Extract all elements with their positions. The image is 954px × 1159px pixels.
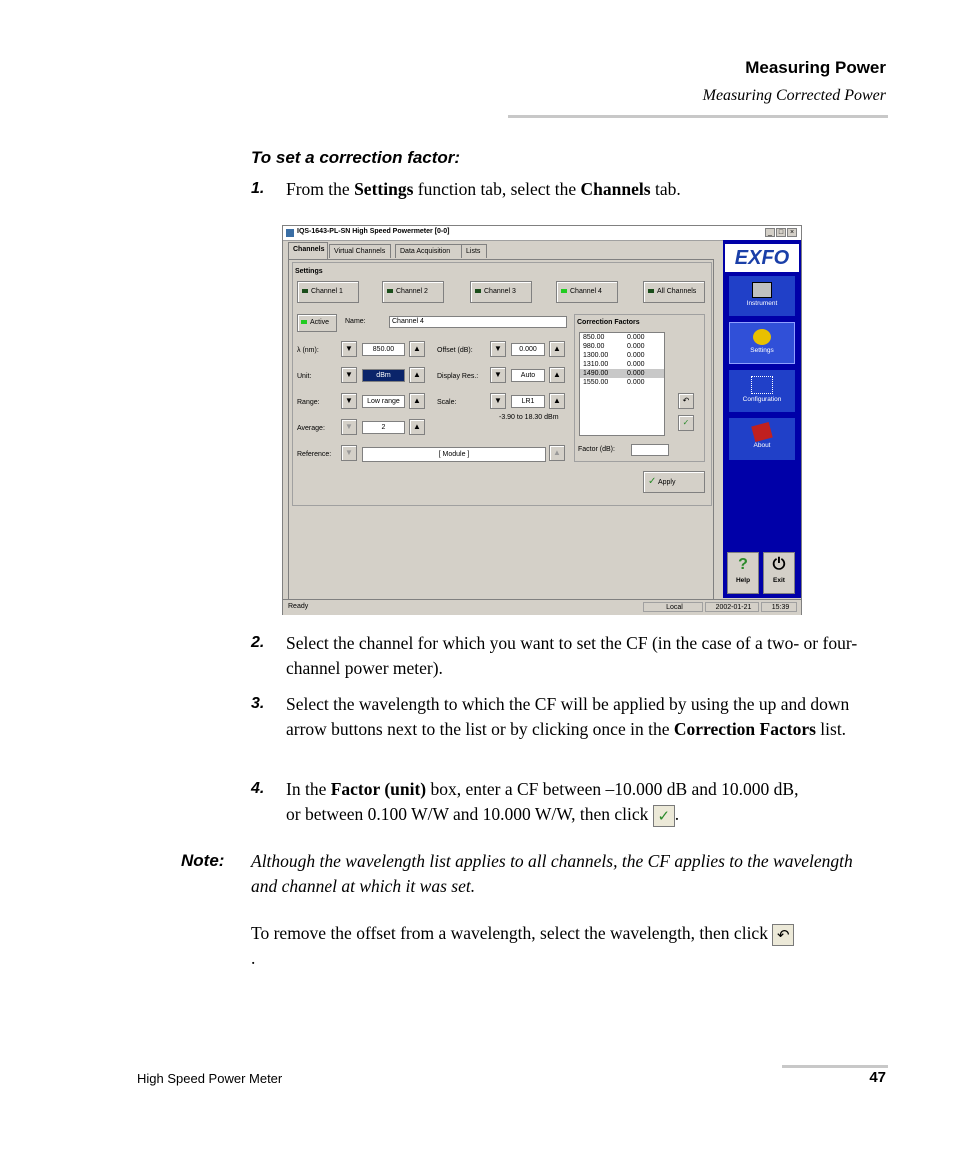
step-text: Select the wavelength to which the CF will be applied by using the up and down arrow buttons next to the list or by clicking once in the Correction Factors list. bbox=[286, 694, 850, 739]
power-icon: ⏻ bbox=[772, 556, 786, 573]
channel-label: Channel 4 bbox=[570, 288, 602, 295]
reference-up-button[interactable]: ▲ bbox=[549, 445, 565, 461]
channel-label: Channel 3 bbox=[484, 288, 516, 295]
channel-label: All Channels bbox=[657, 288, 697, 295]
procedure-title: To set a correction factor: bbox=[251, 148, 461, 167]
about-button[interactable] bbox=[729, 418, 795, 460]
exit-label: Exit bbox=[773, 577, 785, 584]
active-button[interactable] bbox=[297, 314, 337, 332]
app-screenshot bbox=[282, 225, 802, 615]
all-channels-button[interactable] bbox=[643, 281, 705, 303]
apply-label: Apply bbox=[657, 479, 676, 486]
name-label: Name: bbox=[345, 318, 366, 325]
step-text: In the Factor (unit) box, enter a CF between –10.000 dB and 10.000 dB, or between 0.100 W/W and 10.000 W/W, then click ✓ . bbox=[286, 779, 799, 825]
offset-up-button[interactable]: ▲ bbox=[549, 341, 565, 357]
tab-channels[interactable]: Channels bbox=[288, 242, 328, 259]
window-title: IQS-1643-PL-SN High Speed Powermeter [0-0] bbox=[297, 228, 450, 235]
cf-wavelength: 980.00 bbox=[583, 343, 605, 350]
offset-down-button[interactable]: ▼ bbox=[490, 341, 506, 357]
apply-button[interactable] bbox=[643, 471, 705, 493]
cf-rows bbox=[580, 333, 664, 387]
correction-factors-group bbox=[574, 314, 705, 462]
instrument-label: Instrument bbox=[746, 300, 778, 307]
page-number: 47 bbox=[869, 1069, 886, 1086]
close-button[interactable]: × bbox=[787, 228, 797, 237]
cf-row[interactable] bbox=[580, 333, 664, 342]
channel-led-icon bbox=[387, 289, 393, 293]
tab-virtual-channels[interactable]: Virtual Channels bbox=[329, 244, 391, 258]
step-text: From the Settings function tab, select the Channels tab. bbox=[286, 179, 681, 199]
channels-panel bbox=[288, 259, 714, 601]
book-icon bbox=[751, 422, 773, 442]
app-icon bbox=[286, 229, 294, 237]
cf-row[interactable] bbox=[580, 351, 664, 360]
configuration-label: Configuration bbox=[742, 396, 782, 403]
help-label: Help bbox=[735, 577, 751, 584]
cf-wavelength: 1310.00 bbox=[583, 361, 609, 368]
function-sidebar bbox=[723, 240, 801, 598]
remove-offset-text: To remove the offset from a wavelength, select the wavelength, then click ↶. bbox=[251, 921, 796, 971]
cf-value: 0.000 bbox=[627, 343, 645, 350]
channel-4-button[interactable] bbox=[556, 281, 618, 303]
range-field[interactable]: Low range bbox=[362, 395, 405, 408]
cf-value: 0.000 bbox=[627, 379, 645, 386]
footer-title: High Speed Power Meter bbox=[137, 1071, 283, 1086]
average-up-button[interactable]: ▲ bbox=[409, 419, 425, 435]
step-number: 2. bbox=[251, 634, 265, 651]
step-text: Select the channel for which you want to set the CF (in the case of a two- or four-channel power meter). bbox=[286, 633, 858, 678]
tab-data-acquisition[interactable]: Data Acquisition bbox=[395, 244, 463, 258]
status-bar bbox=[283, 599, 801, 615]
gear-icon bbox=[753, 329, 771, 345]
name-input[interactable]: Channel 4 bbox=[389, 316, 567, 328]
configuration-button[interactable] bbox=[729, 370, 795, 412]
header-rule bbox=[508, 115, 888, 118]
about-label: About bbox=[753, 442, 771, 449]
display-res-label: Display Res.: bbox=[437, 373, 479, 380]
cf-value: 0.000 bbox=[627, 370, 645, 377]
status-date: 2002-01-21 bbox=[705, 602, 759, 612]
channel-3-button[interactable] bbox=[470, 281, 532, 303]
help-icon: ? bbox=[738, 556, 748, 573]
status-mode: Local bbox=[643, 602, 703, 612]
cf-value: 0.000 bbox=[627, 352, 645, 359]
scale-field[interactable]: LR1 bbox=[511, 395, 545, 408]
exit-button[interactable] bbox=[763, 552, 795, 594]
help-button[interactable] bbox=[727, 552, 759, 594]
note-label: Note: bbox=[181, 851, 225, 870]
cf-row[interactable] bbox=[580, 360, 664, 369]
window-titlebar bbox=[283, 226, 801, 241]
cf-wavelength: 850.00 bbox=[583, 334, 605, 341]
footer-rule bbox=[782, 1065, 888, 1068]
undo-icon: ↶ bbox=[772, 924, 794, 946]
wavelength-label: λ (nm): bbox=[297, 347, 319, 354]
channel-led-icon bbox=[648, 289, 654, 293]
settings-button[interactable] bbox=[729, 322, 795, 364]
maximize-button[interactable]: □ bbox=[776, 228, 786, 237]
unit-up-button[interactable]: ▲ bbox=[409, 367, 425, 383]
step-number: 4. bbox=[251, 780, 265, 797]
range-down-button[interactable]: ▼ bbox=[341, 393, 357, 409]
undo-icon[interactable]: ↶ bbox=[678, 393, 694, 409]
reference-field[interactable]: [ Module ] bbox=[362, 447, 546, 462]
average-down-button[interactable]: ▼ bbox=[341, 419, 357, 435]
scale-up-button[interactable]: ▲ bbox=[549, 393, 565, 409]
cf-wavelength: 1490.00 bbox=[583, 370, 609, 377]
settings-side-label: Settings bbox=[750, 347, 774, 354]
scale-down-button[interactable]: ▼ bbox=[490, 393, 506, 409]
wavelength-field[interactable]: 850.00 bbox=[362, 343, 405, 356]
average-field[interactable]: 2 bbox=[362, 421, 405, 434]
check-icon: ✓ bbox=[653, 805, 675, 827]
reference-label: Reference: bbox=[297, 451, 332, 458]
unit-down-button[interactable]: ▼ bbox=[341, 367, 357, 383]
range-label: Range: bbox=[297, 399, 320, 406]
display-res-up-button[interactable]: ▲ bbox=[549, 367, 565, 383]
unit-field[interactable]: dBm bbox=[362, 369, 405, 382]
channel-led-icon bbox=[561, 289, 567, 293]
channel-2-button[interactable] bbox=[382, 281, 444, 303]
wavelength-down-button[interactable]: ▼ bbox=[341, 341, 357, 357]
scale-label: Scale: bbox=[437, 399, 457, 406]
channel-led-icon bbox=[475, 289, 481, 293]
status-time: 15:39 bbox=[761, 602, 797, 612]
step-number: 1. bbox=[251, 180, 265, 197]
channel-1-button[interactable] bbox=[297, 281, 359, 303]
instrument-icon bbox=[752, 282, 772, 298]
status-text: Ready bbox=[288, 603, 309, 610]
cf-row[interactable] bbox=[580, 378, 664, 387]
reference-down-button[interactable]: ▼ bbox=[341, 445, 357, 461]
active-led-icon bbox=[301, 320, 307, 324]
configuration-icon bbox=[751, 376, 773, 394]
cf-wavelength: 1300.00 bbox=[583, 352, 609, 359]
active-label: Active bbox=[310, 319, 330, 326]
instrument-button[interactable] bbox=[729, 276, 795, 316]
settings-label: Settings bbox=[295, 268, 323, 275]
range-up-button[interactable]: ▲ bbox=[409, 393, 425, 409]
step-number: 3. bbox=[251, 695, 265, 712]
display-res-down-button[interactable]: ▼ bbox=[490, 367, 506, 383]
average-label: Average: bbox=[297, 425, 325, 432]
channel-label: Channel 1 bbox=[311, 288, 343, 295]
correction-factors-title: Correction Factors bbox=[577, 319, 640, 326]
wavelength-up-button[interactable]: ▲ bbox=[409, 341, 425, 357]
factor-label: Factor (dB): bbox=[578, 446, 615, 453]
apply-check-icon: ✓ bbox=[648, 476, 657, 487]
cf-row[interactable] bbox=[580, 342, 664, 351]
running-header-subtitle: Measuring Corrected Power bbox=[702, 87, 886, 104]
running-header-title: Measuring Power bbox=[745, 58, 886, 77]
correction-factors-list[interactable] bbox=[579, 332, 665, 436]
minimize-button[interactable]: _ bbox=[765, 228, 775, 237]
channel-led-icon bbox=[302, 289, 308, 293]
offset-field[interactable]: 0.000 bbox=[511, 343, 545, 356]
offset-label: Offset (dB): bbox=[437, 347, 473, 354]
display-res-field[interactable]: Auto bbox=[511, 369, 545, 382]
scale-range-text: -3.90 to 18.30 dBm bbox=[499, 414, 559, 421]
unit-label: Unit: bbox=[297, 373, 312, 380]
check-icon[interactable]: ✓ bbox=[678, 415, 694, 431]
channel-label: Channel 2 bbox=[396, 288, 428, 295]
factor-input[interactable] bbox=[631, 444, 669, 456]
note-text: Although the wavelength list applies to all channels, the CF applies to the wavelength and channel at which it was set. bbox=[251, 851, 853, 896]
exfo-logo: EXFO bbox=[725, 244, 799, 272]
tab-lists[interactable]: Lists bbox=[461, 244, 487, 258]
settings-group bbox=[292, 262, 712, 506]
cf-wavelength: 1550.00 bbox=[583, 379, 609, 386]
cf-value: 0.000 bbox=[627, 361, 645, 368]
cf-row[interactable] bbox=[580, 369, 664, 378]
cf-value: 0.000 bbox=[627, 334, 645, 341]
